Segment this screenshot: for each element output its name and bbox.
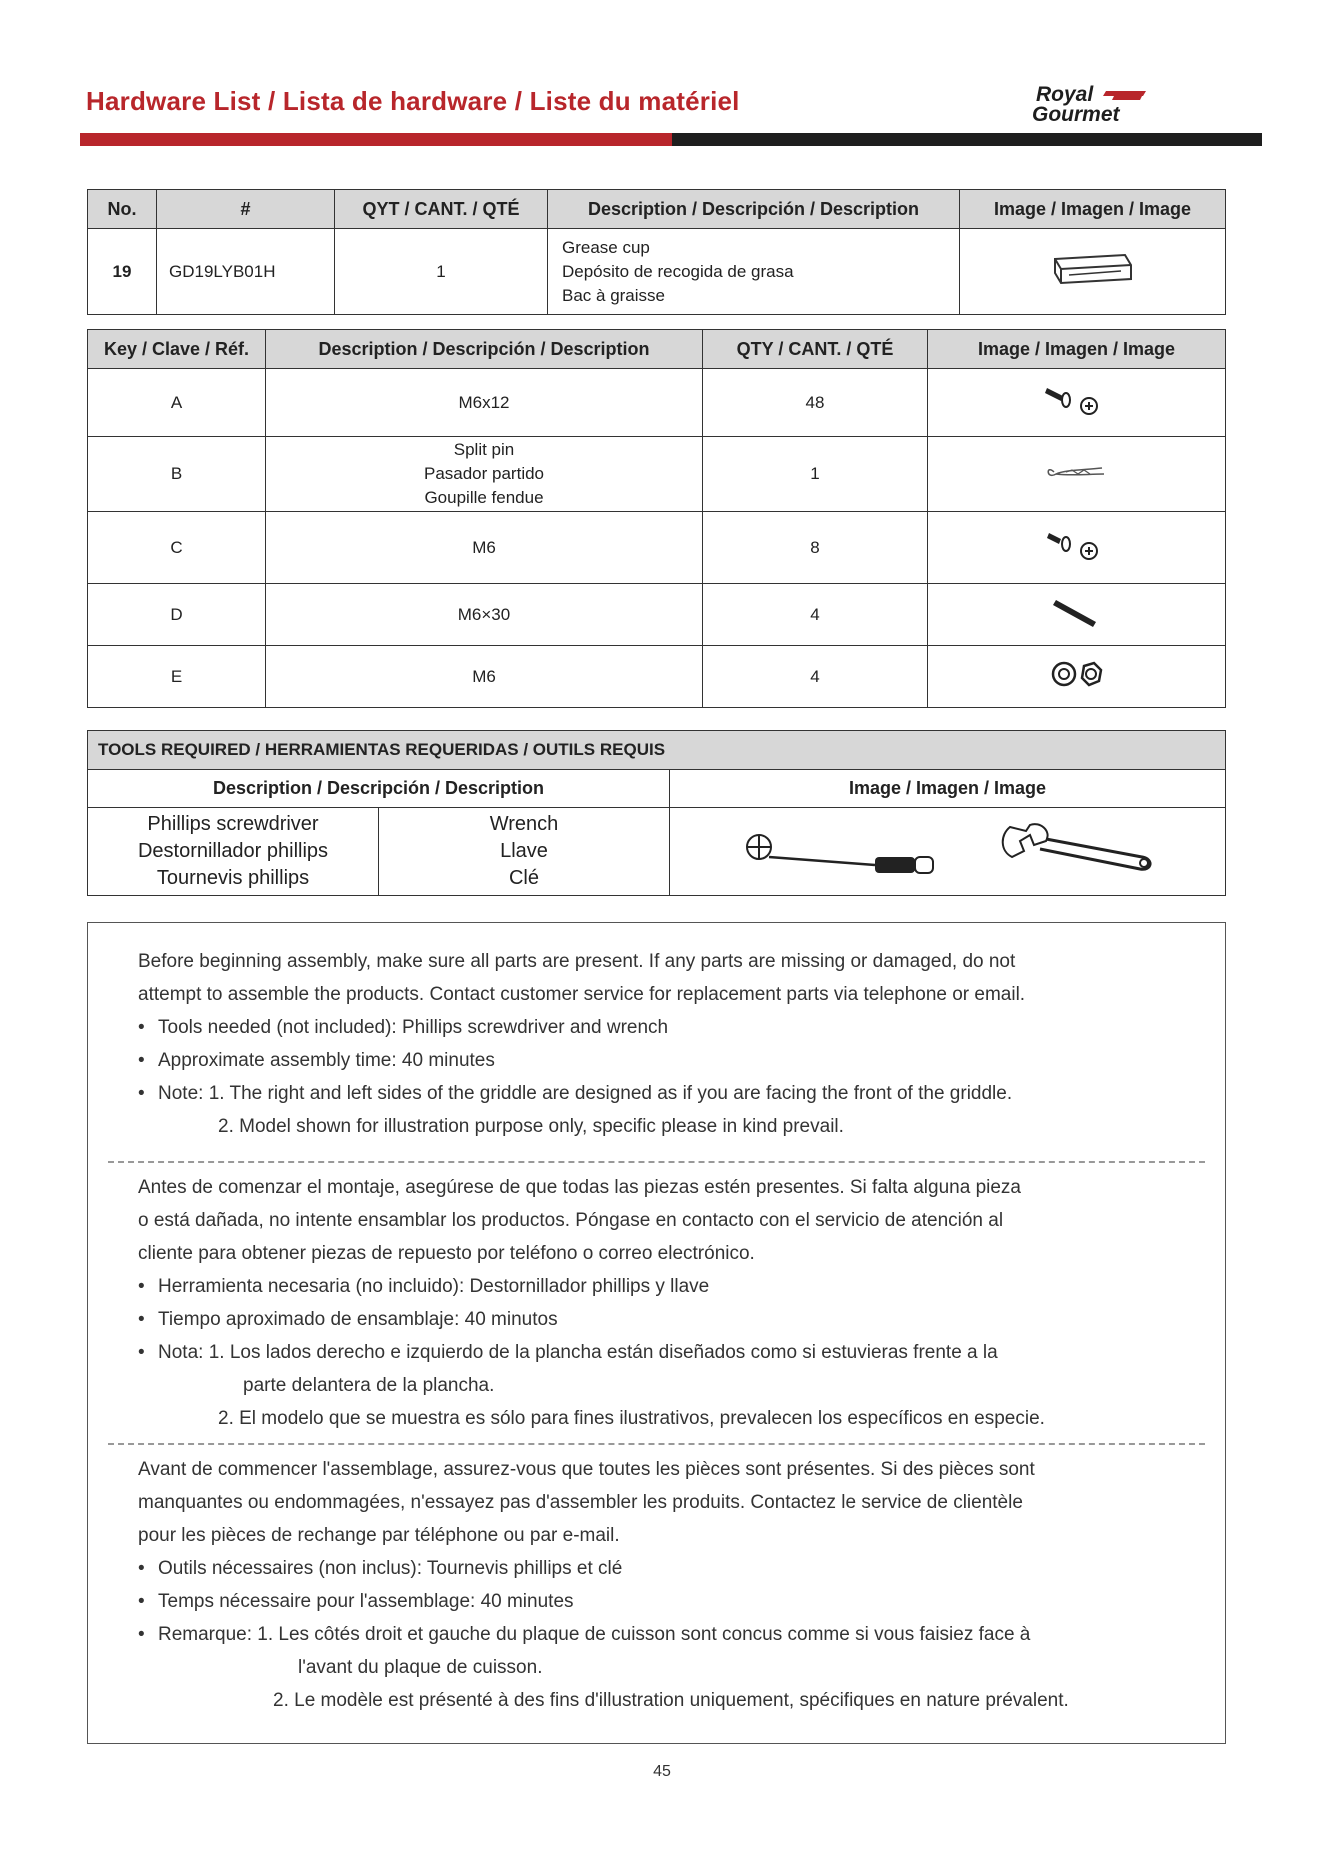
note-text: parte delantera de la plancha. <box>243 1375 495 1396</box>
tools-image <box>670 808 1226 896</box>
hardware-key: D <box>88 584 266 646</box>
note-text: o está dañada, no intente ensamblar los productos. Póngase en contacto con el servicio de atención al <box>138 1210 1004 1231</box>
assembly-notes <box>87 922 1226 1744</box>
notes-spanish <box>138 1171 1200 1435</box>
section-divider <box>108 1161 1205 1163</box>
hardware-image <box>928 437 1226 512</box>
tools-title-row <box>88 731 1226 770</box>
hardware-description: M6 <box>266 512 703 584</box>
parts-table <box>87 189 1226 315</box>
tool-screwdriver-desc: Phillips screwdriver Destornillador phillips Tournevis phillips <box>88 808 379 896</box>
note-text: l'avant du plaque de cuisson. <box>298 1657 543 1678</box>
tools-desc-header: Description / Descripción / Description <box>88 770 670 808</box>
hardware-description: M6 <box>266 646 703 708</box>
header-description: Description / Descripción / Description <box>548 190 960 229</box>
note-bullet: • Outils nécessaires (non inclus): Tournevis phillips et clé <box>138 1558 623 1579</box>
table-row <box>88 437 1226 512</box>
hardware-description: Split pin Pasador partido Goupille fendue <box>266 437 703 512</box>
hardware-qty: 8 <box>703 512 928 584</box>
table-row <box>88 646 1226 708</box>
hardware-description: M6×30 <box>266 584 703 646</box>
screw-icon <box>1037 380 1117 420</box>
svg-text:Gourmet: Gourmet <box>1032 103 1120 124</box>
header-qty: QTY / CANT. / QTÉ <box>703 330 928 369</box>
note-bullet: • Nota: 1. Los lados derecho e izquierdo de la plancha están diseñados como si estuvieras frente a la <box>138 1342 998 1363</box>
page-number: 45 <box>653 1763 671 1780</box>
header-qty: QYT / CANT. / QTÉ <box>335 190 548 229</box>
hardware-image <box>928 512 1226 584</box>
hardware-qty: 1 <box>703 437 928 512</box>
table-row <box>88 584 1226 646</box>
notes-french <box>138 1453 1200 1717</box>
note-bullet: • Remarque: 1. Les côtés droit et gauche du plaque de cuisson sont concus comme si vous faisiez face à <box>138 1624 1031 1645</box>
table-row <box>88 512 1226 584</box>
part-description: Grease cup Depósito de recogida de grasa Bac à graisse <box>548 229 960 315</box>
header-part-number: # <box>157 190 335 229</box>
note-text: attempt to assemble the products. Contact customer service for replacement parts via telephone or email. <box>138 984 1026 1005</box>
split-pin-icon <box>1042 460 1112 484</box>
hardware-key: C <box>88 512 266 584</box>
note-bullet: • Tools needed (not included): Phillips screwdriver and wrench <box>138 1017 669 1038</box>
section-divider <box>108 1443 1205 1445</box>
tools-header-row <box>88 770 1226 808</box>
note-text: manquantes ou endommagées, n'essayez pas d'assembler les produits. Contactez le service de clientèle <box>138 1492 1023 1513</box>
hardware-qty: 4 <box>703 646 928 708</box>
svg-text:Royal: Royal <box>1036 84 1094 106</box>
header-description: Description / Descripción / Description <box>266 330 703 369</box>
tools-title: TOOLS REQUIRED / HERRAMIENTAS REQUERIDAS / OUTILS REQUIS <box>88 731 1226 770</box>
note-text: 2. El modelo que se muestra es sólo para fines ilustrativos, prevalecen los específicos en especie. <box>218 1408 1045 1429</box>
note-text: pour les pièces de rechange par téléphone ou par e-mail. <box>138 1525 620 1546</box>
tools-image-header: Image / Imagen / Image <box>670 770 1226 808</box>
note-bullet: • Note: 1. The right and left sides of the griddle are designed as if you are facing the front of the griddle. <box>138 1083 1013 1104</box>
header-image: Image / Imagen / Image <box>960 190 1226 229</box>
tools-table <box>87 730 1226 896</box>
table-row <box>88 808 1226 896</box>
grease-cup-icon <box>1051 249 1135 289</box>
note-text: Avant de commencer l'assemblage, assurez-vous que toutes les pièces sont présentes. Si des pièces sont <box>138 1459 1035 1480</box>
hardware-image <box>928 369 1226 437</box>
note-bullet: • Herramienta necesaria (no incluido): Destornillador phillips y llave <box>138 1276 710 1297</box>
note-text: 2. Model shown for illustration purpose only, specific please in kind prevail. <box>218 1116 844 1137</box>
hardware-image <box>928 584 1226 646</box>
hardware-qty: 4 <box>703 584 928 646</box>
tool-wrench-desc: Wrench Llave Clé <box>379 808 670 896</box>
header-image: Image / Imagen / Image <box>928 330 1226 369</box>
header-no: No. <box>88 190 157 229</box>
page-title: Hardware List / Lista de hardware / Liste du matériel <box>86 86 740 116</box>
wrench-icon <box>990 817 1170 887</box>
hardware-key: A <box>88 369 266 437</box>
screwdriver-icon <box>725 817 985 887</box>
part-image <box>960 229 1226 315</box>
table-row <box>88 229 1226 315</box>
hardware-description: M6x12 <box>266 369 703 437</box>
washer-nut-icon <box>1042 657 1112 691</box>
note-text: 2. Le modèle est présenté à des fins d'illustration uniquement, spécifiques en nature prévalent. <box>273 1690 1069 1711</box>
part-code: GD19LYB01H <box>157 229 335 315</box>
hardware-key: B <box>88 437 266 512</box>
hardware-key: E <box>88 646 266 708</box>
screw-icon <box>1037 525 1117 565</box>
header-bar-dark <box>672 133 1262 146</box>
hardware-table-header <box>88 330 1226 369</box>
part-qty: 1 <box>335 229 548 315</box>
hardware-table <box>87 329 1226 708</box>
table-row <box>88 369 1226 437</box>
note-text: Antes de comenzar el montaje, asegúrese de que todas las piezas estén presentes. Si falta alguna pieza <box>138 1177 1021 1198</box>
part-no: 19 <box>88 229 157 315</box>
hardware-image <box>928 646 1226 708</box>
header-key: Key / Clave / Réf. <box>88 330 266 369</box>
notes-english <box>138 945 1200 1143</box>
note-text: Before beginning assembly, make sure all parts are present. If any parts are missing or damaged, do not <box>138 951 1016 972</box>
note-bullet: • Temps nécessaire pour l'assemblage: 40 minutes <box>138 1591 574 1612</box>
parts-table-header <box>88 190 1226 229</box>
hardware-qty: 48 <box>703 369 928 437</box>
header-bar-red <box>80 133 672 146</box>
note-bullet: • Approximate assembly time: 40 minutes <box>138 1050 495 1071</box>
threaded-rod-icon <box>1042 592 1112 632</box>
note-bullet: • Tiempo aproximado de ensamblaje: 40 minutos <box>138 1309 558 1330</box>
brand-logo <box>1030 84 1230 124</box>
note-text: cliente para obtener piezas de repuesto por teléfono o correo electrónico. <box>138 1243 755 1264</box>
